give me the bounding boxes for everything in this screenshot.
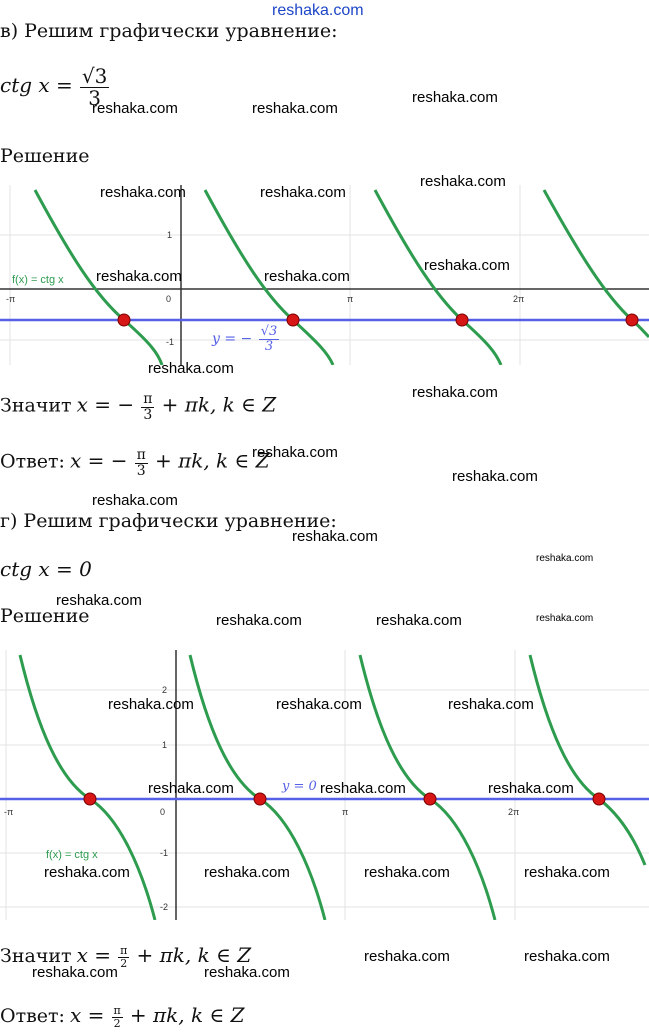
part-v-line-label-prefix: y = −: [212, 331, 253, 348]
part-v-therefore-suffix: + πk, k ∈ Z: [161, 392, 277, 417]
part-v-answer-suffix: + πk, k ∈ Z: [154, 448, 270, 473]
part-v-line-label-num: √3: [260, 324, 278, 339]
part-v-answer-num: π: [136, 447, 146, 463]
watermark: reshaka.com: [364, 948, 450, 965]
part-v-tick-x-pi: π: [347, 294, 354, 304]
part-v-tick-y-neg1: -1: [166, 337, 175, 347]
part-g-therefore-den: 2: [120, 957, 128, 970]
part-g-intersection-point: [424, 793, 436, 805]
watermark: reshaka.com: [96, 268, 182, 285]
part-v-intersection-point: [456, 314, 468, 326]
part-g-answer-label: Ответ:: [0, 1005, 65, 1027]
part-g-tick-y-1: 1: [162, 740, 168, 750]
watermark: reshaka.com: [148, 360, 234, 377]
part-g-intersection-point: [84, 793, 96, 805]
part-g-answer-fraction: [112, 1005, 123, 1029]
part-g-tick-y-neg1: -1: [160, 848, 169, 858]
part-v-tick-x-zero: 0: [166, 294, 172, 304]
watermark: reshaka.com: [376, 612, 462, 629]
part-g-equation: ctg x = 0: [0, 557, 92, 581]
watermark: reshaka.com: [412, 384, 498, 401]
part-v-answer-prefix: x = −: [70, 448, 128, 473]
part-g-answer-suffix: + πk, k ∈ Z: [129, 1003, 245, 1027]
part-g-therefore-num: π: [120, 944, 128, 958]
part-v-solution-label: Решение: [0, 145, 90, 167]
part-g-therefore-fraction: [118, 945, 129, 969]
part-g-func-label: f(x) = ctg x: [46, 849, 98, 861]
part-g-therefore-prefix: x =: [76, 943, 112, 967]
watermark: reshaka.com: [44, 864, 130, 881]
part-g-intersection-point: [593, 793, 605, 805]
part-g-heading: г) Решим графически уравнение:: [0, 510, 337, 532]
part-v-heading: в) Решим графически уравнение:: [0, 20, 338, 42]
watermark: reshaka.com: [292, 528, 378, 545]
watermark: reshaka.com: [204, 864, 290, 881]
part-v-intersection-point: [287, 314, 299, 326]
watermark: reshaka.com: [264, 268, 350, 285]
part-v-line-label-den: 3: [264, 338, 274, 354]
part-v-equation-lhs: ctg x =: [0, 73, 73, 97]
watermark: reshaka.com: [108, 696, 194, 713]
watermark: reshaka.com: [100, 184, 186, 201]
watermark: reshaka.com: [424, 257, 510, 274]
part-v-answer-fraction: [135, 448, 148, 478]
part-v-answer-label: Ответ:: [0, 450, 65, 473]
part-v-line-label-fraction: [259, 325, 280, 353]
watermark: reshaka.com: [260, 184, 346, 201]
part-v-tick-x-neg-pi: -π: [6, 294, 16, 304]
watermark: reshaka.com: [320, 780, 406, 797]
part-g-tick-x-pi: π: [342, 807, 349, 817]
part-g-ctg-branch-4: [530, 655, 645, 865]
part-v-func-label: f(x) = ctg x: [12, 274, 64, 286]
watermark: reshaka.com: [56, 592, 142, 609]
watermark-top: reshaka.com: [272, 2, 364, 19]
watermark: reshaka.com: [204, 964, 290, 981]
part-v-intersection-point: [626, 314, 638, 326]
part-g-answer-prefix: x =: [70, 1003, 105, 1027]
watermark: reshaka.com: [216, 612, 302, 629]
watermark: reshaka.com: [252, 100, 338, 117]
part-g-tick-y-neg2: -2: [160, 902, 169, 912]
watermark: reshaka.com: [92, 492, 178, 509]
watermark: reshaka.com: [488, 780, 574, 797]
part-v-therefore-fraction: [141, 392, 154, 422]
part-g-solution-label: Решение: [0, 605, 90, 627]
part-v-therefore-den: 3: [143, 406, 153, 423]
part-g-answer: [0, 1003, 245, 1030]
watermark: reshaka.com: [420, 173, 506, 190]
part-v-therefore-label: Значит: [0, 394, 72, 417]
part-g-therefore-label: Значит: [0, 945, 72, 967]
watermark: reshaka.com: [252, 444, 338, 461]
part-v-line-label: [212, 325, 281, 353]
part-g-therefore-suffix: + πk, k ∈ Z: [136, 943, 252, 967]
part-v-equation-num: √3: [81, 64, 108, 88]
part-g-intersection-point: [254, 793, 266, 805]
part-g-tick-x-zero: 0: [160, 807, 166, 817]
watermark: reshaka.com: [524, 948, 610, 965]
part-v-therefore: [0, 392, 276, 422]
part-v-tick-y-1: 1: [167, 230, 173, 240]
watermark: reshaka.com: [276, 696, 362, 713]
watermark: reshaka.com: [524, 864, 610, 881]
part-g-tick-y-2: 2: [162, 685, 168, 695]
watermark: reshaka.com: [536, 613, 594, 624]
watermark: reshaka.com: [448, 696, 534, 713]
part-g-tick-x-neg-pi: -π: [4, 807, 14, 817]
watermark: reshaka.com: [412, 89, 498, 106]
watermark: reshaka.com: [536, 553, 594, 564]
part-v-ctg-branch-3: [375, 190, 501, 365]
part-v-therefore-prefix: x = −: [76, 392, 135, 417]
part-g-answer-num: π: [113, 1004, 121, 1018]
watermark: reshaka.com: [148, 780, 234, 797]
watermark: reshaka.com: [364, 864, 450, 881]
part-v-equation-den: 3: [88, 86, 101, 110]
watermark: reshaka.com: [452, 468, 538, 485]
part-v-therefore-num: π: [143, 391, 153, 407]
part-g-tick-x-2pi: 2π: [508, 807, 520, 817]
part-v-answer: [0, 448, 270, 478]
part-g-answer-den: 2: [113, 1017, 121, 1030]
part-v-answer-den: 3: [136, 462, 146, 479]
watermark: reshaka.com: [92, 100, 178, 117]
part-v-intersection-point: [118, 314, 130, 326]
part-v-tick-x-2pi: 2π: [513, 294, 525, 304]
watermark: reshaka.com: [32, 964, 118, 981]
part-g-line-label: y = 0: [282, 779, 317, 794]
